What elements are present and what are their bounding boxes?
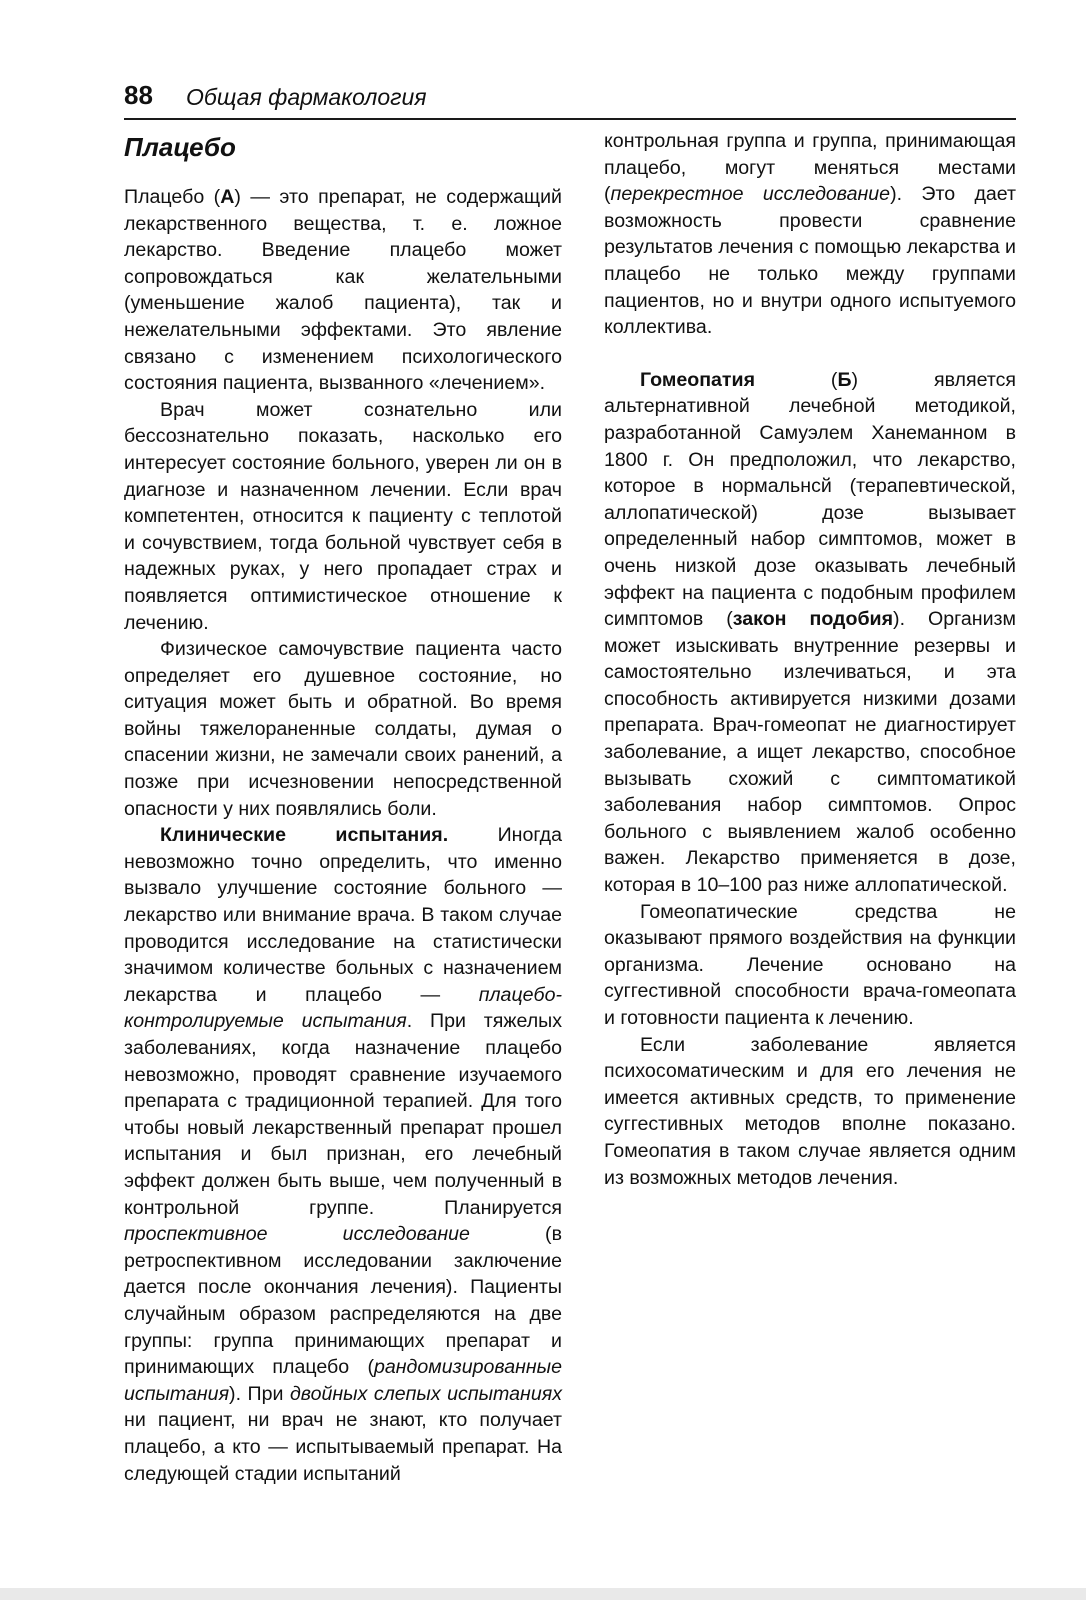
paragraph-homeopathy: Гомеопатия (Б) является альтернативной лечебной методикой, разработанной Самуэлем Ханеманном в 1800 г. Он предположил, что лекарство, которое в нормальнсй (терапевтической, аллопатической) дозе вызывает определенный набор симптомов, может в очень низкой дозе оказывать лечебный эффект на пациента с подобным профилем симптомов (закон подобия). Организм может изыскивать внутренние резервы и самостоятельно излечиваться, и эта способность активируется низкими дозами препарата. Врач-гомеопат не диагностирует заболевание, а ищет лекарство, способное вызывать схожий с симптоматикой заболевания набор симптомов. Опрос больного с выявлением жалоб особенно важен. Лекарство применяется в дозе, которая в 10–100 раз ниже аллопатической.	[604, 368, 1016, 897]
section-title: Плацебо	[124, 132, 236, 162]
clinical-trials-heading: Клинические испытания.	[160, 824, 449, 847]
running-title: Общая фармакология	[186, 84, 427, 110]
paragraph-doctor-attitude: Врач может сознательно или бессознательно показать, насколько его интересует состояние больного, уверен ли он в диагнозе и назначенном лечении. Если врач компетентен, относится к пациенту с теплотой и сочувствием, тогда больной чувствует себя в надежных руках, у него пропадает страх и появляется оптимистическое отношение к лечению.	[124, 398, 562, 634]
scan-bottom-edge	[0, 1588, 1086, 1600]
paragraph-placebo-definition: Плацебо (А) — это препарат, не содержащий лекарственного вещества, т. е. ложное лекарство. Введение плацебо может сопровождаться как желательными (уменьшение жалоб пациента), так и нежелательными эффектами. Это явление связано с изменением психологического состояния пациента, вызванного «лечением».	[124, 186, 562, 395]
left-column	[124, 128, 562, 1487]
paragraph-crossover: контрольная группа и группа, принимающая плацебо, могут меняться местами (перекрестное исследование). Это дает возможность провести сравнение результатов лечения с помощью лекарства и плацебо не только между группами пациентов, но и внутри одного испытуемого коллектива.	[604, 130, 1016, 339]
paragraph-clinical-trials: Клинические испытания. Иногда невозможно точно определить, что именно вызвало улучшение состояние больного — лекарство или внимание врача. В таком случае проводится исследование на статистически значимом количестве больных с назначением лекарства и плацебо — плацебо-контролируемые испытания. При тяжелых заболеваниях, когда назначение плацебо невозможно, проводят сравнение изучаемого препарата с традиционной терапией. Для того чтобы новый лекарственный препарат прошел испытания и был признан, его лечебный эффект должен быть выше, чем полученный в контрольной группе. Планируется проспективное исследование (в ретроспективном исследовании заключение дается после окончания лечения). Пациенты случайным образом распределяются на две группы: группа принимающих препарат и принимающих плацебо (рандомизированные испытания). При двойных слепых испытаниях ни пациент, ни врач не знают, кто получает плацебо, а кто — испытываемый препарат. На следующей стадии испытаний	[124, 824, 563, 1485]
paragraph-physical-state: Физическое самочувствие пациента часто определяет его душевное состояние, но ситуация может быть и обратной. Во время войны тяжелораненные солдаты, думая о спасении жизни, не замечали своих ранений, а позже при исчезновении непосредственной опасности у них появлялись боли.	[124, 638, 562, 820]
paragraph-psychosomatic: Если заболевание является психосоматическим и для его лечения не имеется активных средств, то применение суггестивных методов вполне показано. Гомеопатия в таком случае является одним из возможных методов лечения.	[604, 1033, 1016, 1189]
right-column	[604, 128, 1016, 1191]
page-header	[124, 78, 1016, 120]
paragraph-homeopathic-remedies: Гомеопатические средства не оказывают прямого воздействия на функции организма. Лечение основано на суггестивной способности врача-гомеопата и готовности пациента к лечению.	[604, 900, 1016, 1029]
homeopathy-heading: Гомеопатия	[640, 368, 756, 391]
page-number: 88	[124, 80, 153, 110]
